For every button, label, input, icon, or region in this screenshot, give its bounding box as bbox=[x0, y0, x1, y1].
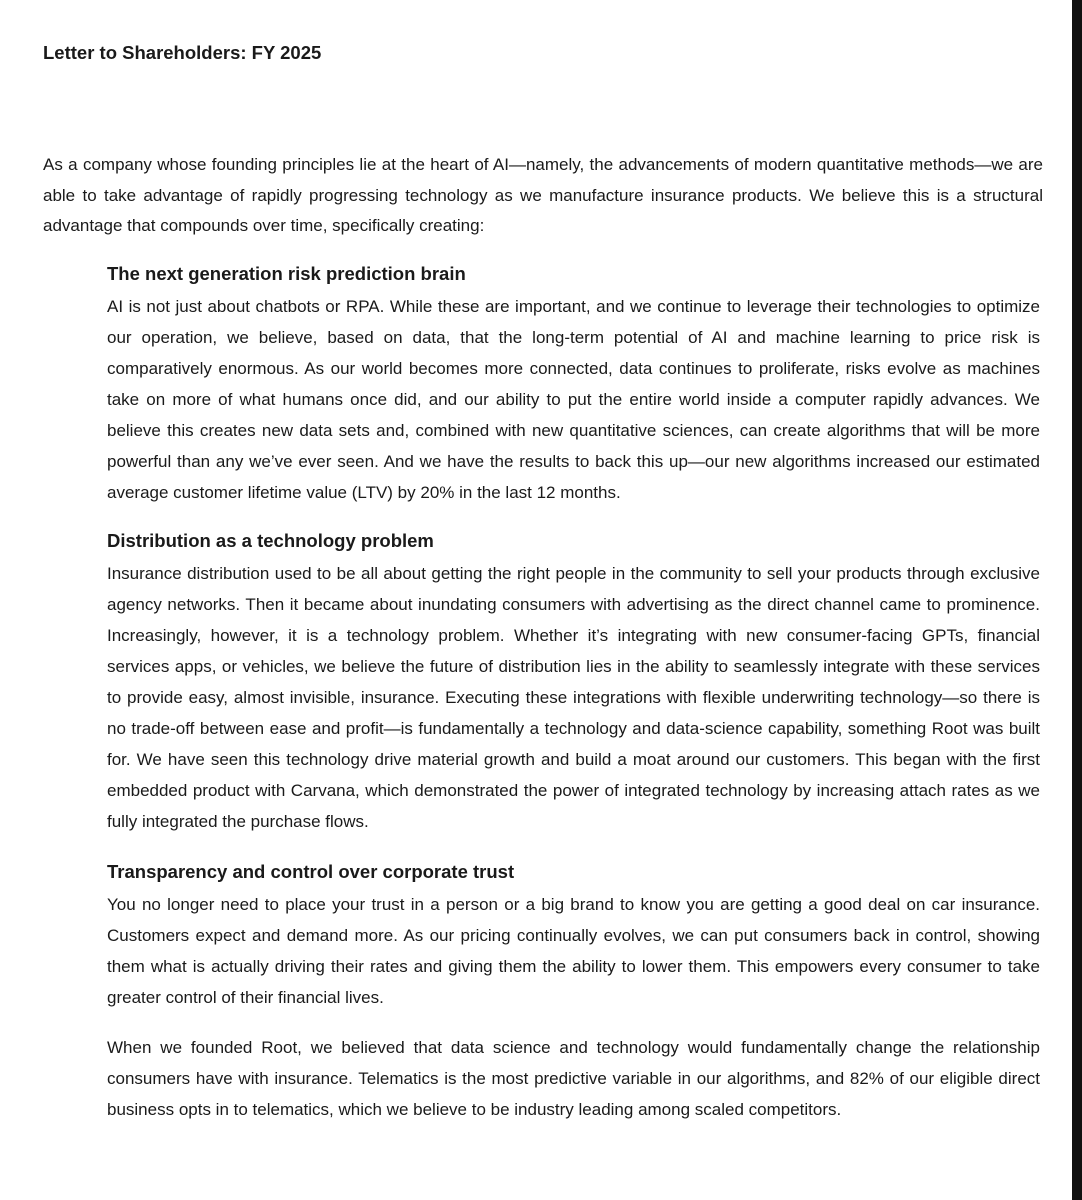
section-body: You no longer need to place your trust in a person or a big brand to know you are getting a good deal on car insurance. Customers expect and demand more. As our pricing continually evolves, we can put consumers back in control, showing them what is actually driving their rates and giving them the ability to lower them. This empowers every consumer to take greater control of their financial lives. bbox=[107, 895, 1040, 1007]
section-distribution bbox=[107, 528, 1040, 837]
section-transparency bbox=[107, 859, 1040, 1013]
section-heading: Distribution as a technology problem bbox=[107, 530, 434, 551]
section-body: AI is not just about chatbots or RPA. While these are important, and we continue to leverage their technologies to optimize our operation, we believe, based on data, that the long-term potential of AI and machine learning to price risk is comparatively enormous. As our world becomes more connected, data continues to proliferate, risks evolve as machines take on more of what humans once did, and our ability to put the entire world inside a computer rapidly advances. We believe this creates new data sets and, combined with new quantitative sciences, can create algorithms that will be more powerful than any we’ve ever seen. And we have the results to back this up—our new algorithms increased our estimated average customer lifetime value (LTV) by 20% in the last 12 months. bbox=[107, 297, 1040, 502]
section-risk-prediction bbox=[107, 261, 1040, 508]
section-body: Insurance distribution used to be all about getting the right people in the community to sell your products through exclusive agency networks. Then it became about inundating consumers with advertising as the direct channel came to prominence. Increasingly, however, it is a technology problem. Whether it’s integrating with new consumer-facing GPTs, financial services apps, or vehicles, we believe the future of distribution lies in the ability to seamlessly integrate with these services to provide easy, almost invisible, insurance. Executing these integrations with flexible underwriting technology—so there is no trade-off between ease and profit—is fundamentally a technology and data-science capability, something Root was built for. We have seen this technology drive material growth and build a moat around our customers. This began with the first embedded product with Carvana, which demonstrated the power of integrated technology by increasing attach rates as we fully integrated the purchase flows. bbox=[107, 564, 1040, 831]
page-edge-divider bbox=[1072, 0, 1082, 1200]
section-heading: The next generation risk prediction brain bbox=[107, 263, 466, 284]
intro-paragraph: As a company whose founding principles lie at the heart of AI—namely, the advancements of modern quantitative methods—we are able to take advantage of rapidly progressing technology as we manufacture insurance products. We believe this is a structural advantage that compounds over time, specifically creating: bbox=[43, 155, 1043, 235]
document-title: Letter to Shareholders: FY 2025 bbox=[43, 42, 322, 63]
section-heading: Transparency and control over corporate trust bbox=[107, 861, 515, 882]
closing-paragraph: When we founded Root, we believed that data science and technology would fundamentally change the relationship consumers have with insurance. Telematics is the most predictive variable in our algorithms, and 82% of our eligible direct business opts in to telematics, which we believe to be industry leading among scaled competitors. bbox=[107, 1038, 1040, 1119]
